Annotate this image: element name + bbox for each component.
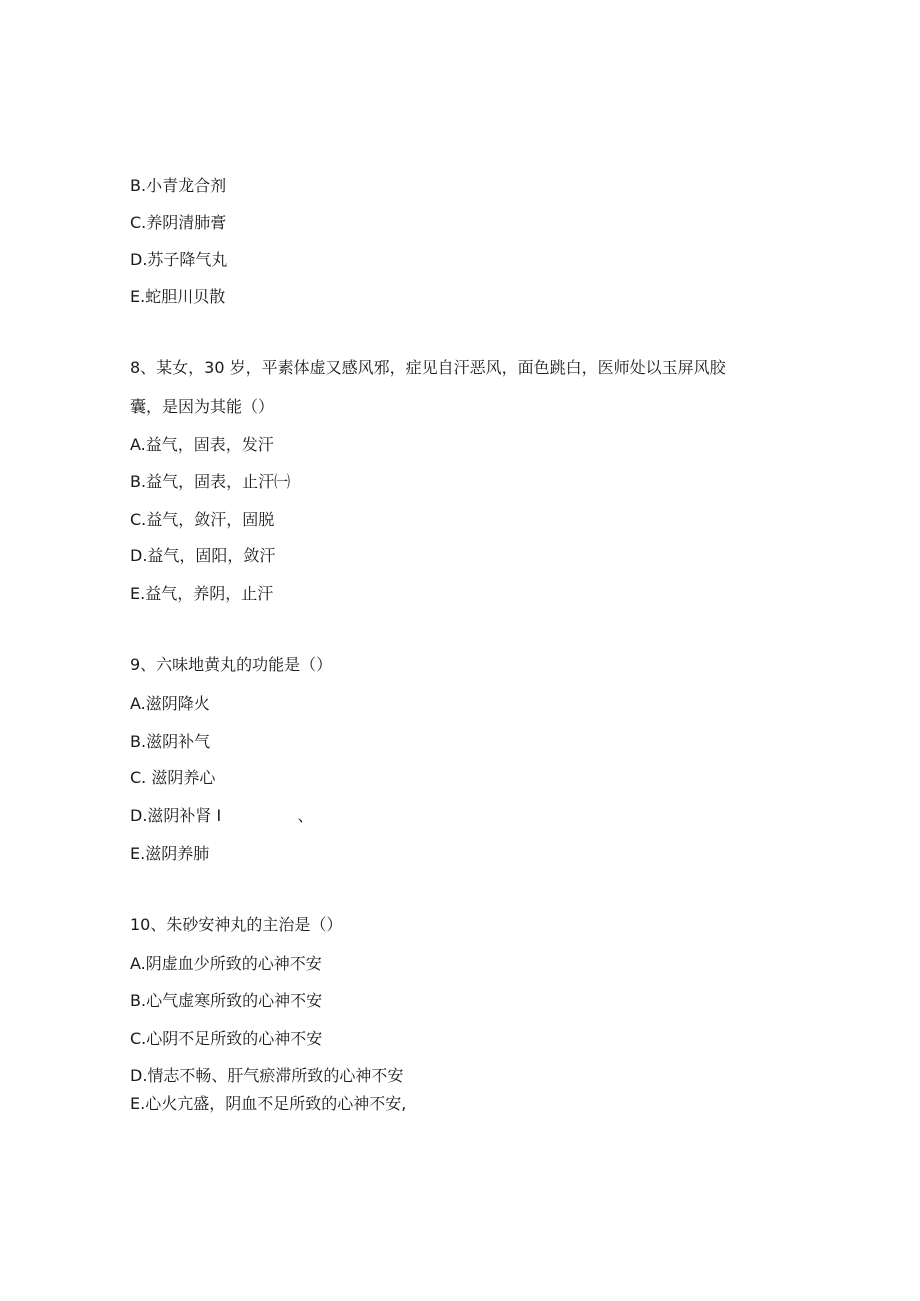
q8-option-c: C.益气，敛汗，固脱 [130, 510, 275, 529]
q7-option-e: E.蛇胆川贝散 [130, 287, 226, 306]
q9-option-e: E.滋阴养肺 [130, 844, 210, 863]
q9-stem: 9、六味地黄丸的功能是（） [130, 655, 333, 674]
q7-option-b: B.小青龙合剂 [130, 176, 227, 195]
q9-option-c: C. 滋阴养心 [130, 768, 216, 787]
q7-option-d: D.苏子降气丸 [130, 250, 228, 269]
q10-option-e: E.心火亢盛，阴血不足所致的心神不安, [130, 1094, 407, 1113]
q8-option-a: A.益气，固表，发汗 [130, 435, 274, 454]
q8-stem-line1: 8、某女，30 岁，平素体虚又感风邪，症见自汗恶风，面色跳白，医师处以玉屏风胶 [130, 358, 726, 377]
q10-option-d: D.情志不畅、肝气瘀滞所致的心神不安 [130, 1066, 404, 1085]
q8-option-b: B.益气，固表，止汗㈠ [130, 472, 291, 491]
q10-stem: 10、朱砂安神丸的主治是（） [130, 915, 343, 934]
q8-option-e: E.益气，养阴，止汗 [130, 584, 274, 603]
q10-option-a: A.阴虚血少所致的心神不安 [130, 954, 322, 973]
q8-stem-line2: 囊，是因为其能（） [130, 397, 275, 416]
q9-option-d: D.滋阴补肾 I 、 [130, 806, 314, 825]
q7-option-c: C.养阴清肺膏 [130, 213, 227, 232]
q10-option-c: C.心阴不足所致的心神不安 [130, 1029, 323, 1048]
q8-option-d: D.益气，固阳，敛汗 [130, 546, 276, 565]
q10-option-b: B.心气虚寒所致的心神不安 [130, 991, 323, 1010]
q9-option-a: A.滋阴降火 [130, 694, 210, 713]
q9-option-b: B.滋阴补气 [130, 732, 211, 751]
